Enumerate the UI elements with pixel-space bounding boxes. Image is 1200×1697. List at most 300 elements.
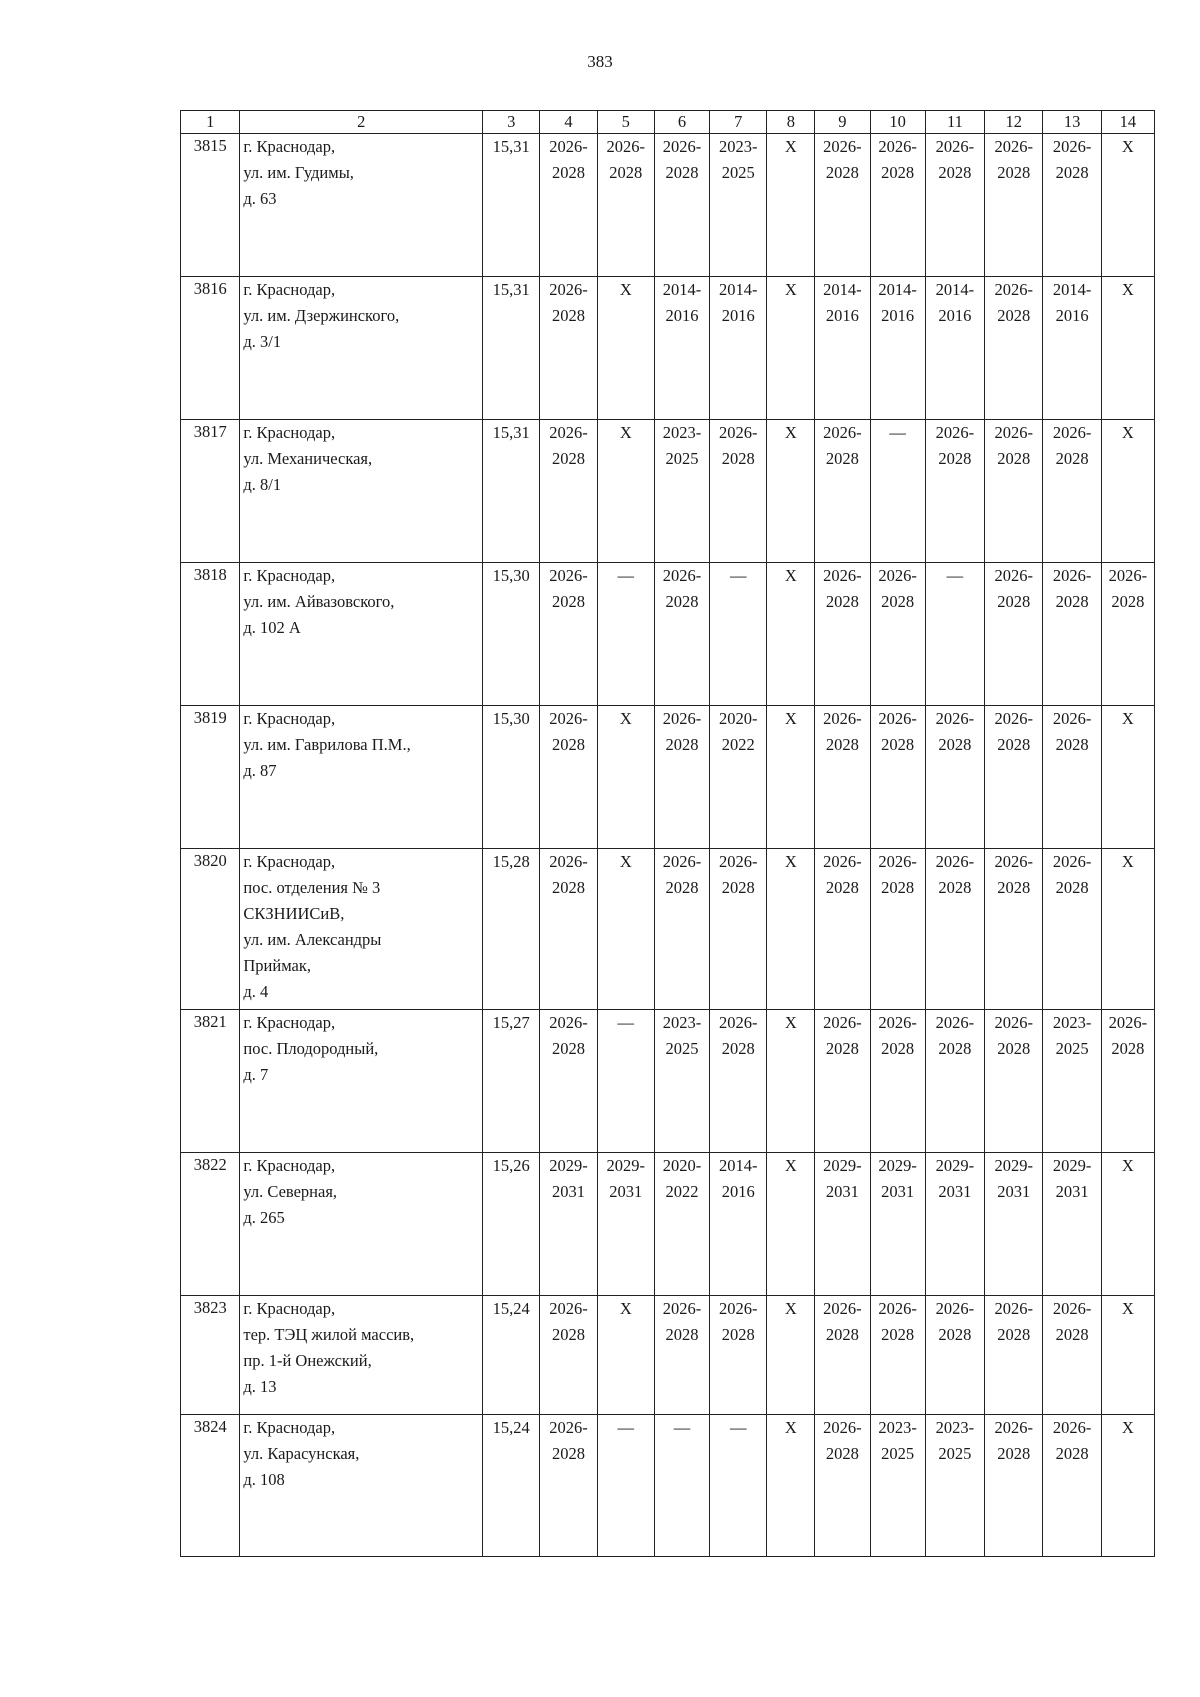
column-header: 11	[925, 111, 984, 134]
page-number: 383	[587, 52, 613, 71]
period-line: 2026-	[823, 1013, 862, 1032]
period-line: 2028	[825, 735, 859, 754]
period-line: 2028	[881, 163, 915, 182]
period-cell	[985, 706, 1043, 849]
period-cell	[654, 706, 709, 849]
period-cell	[540, 849, 597, 1010]
period-cell	[767, 1296, 815, 1415]
address-line: пос. отделения № 3	[243, 878, 381, 897]
period-cell	[870, 134, 925, 277]
address-line: д. 7	[243, 1065, 269, 1084]
row-number: 3819	[181, 706, 240, 849]
period-cell	[815, 277, 870, 420]
period-cell	[1101, 563, 1154, 706]
period-line: 2026-	[994, 709, 1033, 728]
period-line: X	[1121, 1418, 1134, 1437]
period-line: X	[619, 1299, 632, 1318]
period-cell	[654, 1296, 709, 1415]
period-line: X	[784, 1156, 797, 1175]
address-line: ул. Механическая,	[243, 449, 373, 468]
address-cell	[240, 277, 483, 420]
period-cell	[654, 420, 709, 563]
value-cell: 15,24	[483, 1415, 540, 1557]
row-number: 3824	[181, 1415, 240, 1557]
period-line: 2028	[552, 592, 585, 611]
period-line: 2014-	[878, 280, 917, 299]
period-line: 2028	[938, 878, 972, 897]
period-line: 2014-	[1052, 280, 1092, 299]
period-cell	[985, 1153, 1043, 1296]
period-cell	[1101, 1153, 1154, 1296]
column-header: 6	[654, 111, 709, 134]
period-line: 2026-	[719, 423, 758, 442]
address-line: г. Краснодар,	[243, 852, 336, 871]
period-cell	[870, 1010, 925, 1153]
period-line: 2023-	[935, 1418, 975, 1437]
period-cell	[597, 1415, 654, 1557]
period-cell	[540, 420, 597, 563]
period-line: 2026-	[662, 566, 702, 585]
period-cell	[925, 1010, 984, 1153]
period-cell	[815, 849, 870, 1010]
period-cell	[870, 706, 925, 849]
period-line: 2028	[552, 1039, 585, 1058]
period-cell	[540, 563, 597, 706]
value-cell: 15,31	[483, 420, 540, 563]
period-line: 2026-	[935, 852, 975, 871]
table-row	[181, 1415, 1155, 1557]
period-line: 2026-	[662, 1299, 702, 1318]
row-number: 3818	[181, 563, 240, 706]
period-line: 2016	[938, 306, 972, 325]
address-line: г. Краснодар,	[243, 423, 336, 442]
period-line: 2026-	[823, 423, 862, 442]
period-cell	[925, 1415, 984, 1557]
period-cell	[1101, 420, 1154, 563]
table-row	[181, 420, 1155, 563]
period-line: 2028	[825, 163, 859, 182]
period-line: 2028	[938, 1325, 972, 1344]
period-line: 2026-	[994, 1299, 1033, 1318]
address-line: д. 108	[243, 1470, 285, 1489]
row-number: 3821	[181, 1010, 240, 1153]
address-line: ул. им. Александры	[243, 930, 382, 949]
period-cell	[925, 1153, 984, 1296]
period-line: 2026-	[719, 1013, 758, 1032]
address-cell	[240, 1010, 483, 1153]
period-line: 2028	[825, 592, 859, 611]
period-line: 2028	[721, 449, 755, 468]
period-line: 2026-	[823, 137, 862, 156]
period-line: X	[784, 423, 797, 442]
period-cell	[654, 1415, 709, 1557]
period-line: 2026-	[823, 566, 862, 585]
period-line: 2031	[938, 1182, 972, 1201]
period-line: X	[784, 1418, 797, 1437]
period-cell	[710, 420, 767, 563]
table-row	[181, 706, 1155, 849]
period-cell	[540, 1010, 597, 1153]
period-line: 2026-	[994, 1418, 1033, 1437]
address-line: г. Краснодар,	[243, 1156, 336, 1175]
period-line: 2028	[1055, 592, 1089, 611]
period-line: X	[1121, 709, 1134, 728]
period-line: 2028	[825, 878, 859, 897]
period-line: 2028	[881, 592, 915, 611]
period-line: 2031	[881, 1182, 915, 1201]
header-row	[181, 111, 1155, 134]
period-cell	[540, 277, 597, 420]
address-line: д. 265	[243, 1208, 285, 1227]
period-line: 2016	[665, 306, 699, 325]
period-cell	[1101, 849, 1154, 1010]
period-line: 2028	[997, 878, 1031, 897]
period-line: 2028	[997, 1325, 1031, 1344]
period-cell	[710, 277, 767, 420]
period-line: X	[784, 709, 797, 728]
period-cell	[540, 1296, 597, 1415]
address-line: СКЗНИИСиВ,	[243, 904, 345, 923]
period-line: 2026-	[935, 423, 975, 442]
address-line: тер. ТЭЦ жилой массив,	[243, 1325, 415, 1344]
address-cell	[240, 1296, 483, 1415]
address-line: г. Краснодар,	[243, 709, 336, 728]
period-cell	[710, 706, 767, 849]
address-line: г. Краснодар,	[243, 1013, 336, 1032]
period-line: 2026-	[1052, 137, 1092, 156]
column-header: 3	[483, 111, 540, 134]
period-line: 2028	[552, 878, 585, 897]
period-line: 2025	[721, 163, 755, 182]
period-cell	[1101, 1296, 1154, 1415]
address-line: г. Краснодар,	[243, 1418, 336, 1437]
period-line: 2028	[997, 306, 1031, 325]
period-line: X	[784, 1299, 797, 1318]
period-line: 2028	[997, 163, 1031, 182]
period-line: 2026-	[662, 852, 702, 871]
period-line: 2028	[938, 735, 972, 754]
period-line: 2029-	[606, 1156, 646, 1175]
period-cell	[710, 1415, 767, 1557]
period-line: 2028	[938, 449, 972, 468]
period-line: 2023-	[878, 1418, 917, 1437]
period-line: X	[1121, 423, 1134, 442]
period-line: 2022	[721, 735, 755, 754]
period-line: 2031	[609, 1182, 643, 1201]
period-line: 2028	[665, 592, 699, 611]
address-line: ул. Северная,	[243, 1182, 338, 1201]
period-cell	[767, 420, 815, 563]
table-row	[181, 849, 1155, 1010]
period-cell	[597, 1010, 654, 1153]
period-cell	[985, 420, 1043, 563]
period-cell	[870, 1296, 925, 1415]
address-line: г. Краснодар,	[243, 566, 336, 585]
period-line: —	[673, 1418, 691, 1437]
period-line: 2025	[665, 1039, 699, 1058]
period-cell	[654, 849, 709, 1010]
period-line: 2026-	[662, 709, 702, 728]
period-cell	[985, 1296, 1043, 1415]
period-line: 2026-	[1052, 852, 1092, 871]
period-cell	[1101, 1010, 1154, 1153]
period-cell	[767, 706, 815, 849]
period-line: —	[730, 566, 747, 585]
period-cell	[710, 563, 767, 706]
period-line: 2028	[665, 735, 699, 754]
registry-table	[180, 110, 1155, 1557]
period-line: 2029-	[994, 1156, 1033, 1175]
period-line: 2028	[665, 1325, 699, 1344]
address-line: г. Краснодар,	[243, 280, 336, 299]
period-line: 2028	[881, 1325, 915, 1344]
period-line: 2028	[552, 306, 585, 325]
period-line: 2028	[609, 163, 643, 182]
period-line: X	[1121, 852, 1134, 871]
period-line: 2026-	[878, 852, 917, 871]
period-cell	[597, 706, 654, 849]
period-cell	[925, 849, 984, 1010]
period-cell	[540, 134, 597, 277]
period-line: 2026-	[878, 566, 917, 585]
period-cell	[985, 1415, 1043, 1557]
period-cell	[985, 134, 1043, 277]
table-row	[181, 1296, 1155, 1415]
column-header: 14	[1101, 111, 1154, 134]
period-cell	[870, 1415, 925, 1557]
value-cell: 15,27	[483, 1010, 540, 1153]
period-line: 2028	[552, 449, 585, 468]
period-line: 2028	[665, 878, 699, 897]
period-line: 2026-	[823, 709, 862, 728]
period-line: 2026-	[606, 137, 646, 156]
period-cell	[710, 1010, 767, 1153]
period-line: 2028	[665, 163, 699, 182]
period-line: 2026-	[549, 280, 588, 299]
period-line: 2020-	[662, 1156, 702, 1175]
column-header: 13	[1043, 111, 1101, 134]
period-cell	[767, 134, 815, 277]
period-line: 2028	[1055, 1444, 1089, 1463]
period-line: 2020-	[719, 709, 758, 728]
period-cell	[597, 134, 654, 277]
period-cell	[815, 1153, 870, 1296]
period-cell	[767, 849, 815, 1010]
period-line: 2023-	[1052, 1013, 1092, 1032]
column-header: 7	[710, 111, 767, 134]
period-line: 2028	[721, 1039, 755, 1058]
period-line: 2022	[665, 1182, 699, 1201]
period-line: 2028	[997, 1444, 1031, 1463]
table-row	[181, 563, 1155, 706]
period-line: 2026-	[549, 1418, 588, 1437]
period-cell	[654, 563, 709, 706]
period-line: 2026-	[935, 137, 975, 156]
row-number: 3817	[181, 420, 240, 563]
period-cell	[925, 420, 984, 563]
period-line: 2026-	[878, 1013, 917, 1032]
period-cell	[870, 1153, 925, 1296]
period-cell	[1043, 420, 1101, 563]
period-line: 2028	[1055, 163, 1089, 182]
period-line: 2031	[997, 1182, 1031, 1201]
period-line: 2031	[825, 1182, 859, 1201]
address-line: д. 4	[243, 982, 269, 1001]
column-header: 12	[985, 111, 1043, 134]
table-row	[181, 134, 1155, 277]
address-line: д. 8/1	[243, 475, 282, 494]
address-cell	[240, 134, 483, 277]
period-line: —	[617, 1013, 635, 1032]
period-line: 2031	[552, 1182, 585, 1201]
period-cell	[870, 849, 925, 1010]
period-line: 2026-	[823, 1299, 862, 1318]
period-line: 2028	[881, 878, 915, 897]
period-line: 2026-	[994, 280, 1033, 299]
period-cell	[710, 849, 767, 1010]
period-line: 2026-	[1052, 1418, 1092, 1437]
period-line: 2028	[997, 592, 1031, 611]
column-header: 2	[240, 111, 483, 134]
address-line: ул. Карасунская,	[243, 1444, 360, 1463]
value-cell: 15,28	[483, 849, 540, 1010]
period-line: 2026-	[549, 709, 588, 728]
period-cell	[925, 563, 984, 706]
address-cell	[240, 706, 483, 849]
period-line: 2025	[881, 1444, 915, 1463]
period-line: 2026-	[823, 852, 862, 871]
period-cell	[815, 1415, 870, 1557]
row-number: 3815	[181, 134, 240, 277]
period-line: 2016	[721, 306, 755, 325]
period-line: 2028	[997, 735, 1031, 754]
address-cell	[240, 1415, 483, 1557]
period-cell	[1043, 1296, 1101, 1415]
period-line: 2026-	[994, 423, 1033, 442]
period-line: 2028	[938, 163, 972, 182]
period-cell	[1101, 1415, 1154, 1557]
period-cell	[815, 1010, 870, 1153]
period-cell	[925, 277, 984, 420]
period-line: 2028	[1111, 592, 1145, 611]
value-cell: 15,31	[483, 277, 540, 420]
period-line: 2026-	[1052, 709, 1092, 728]
period-line: 2029-	[549, 1156, 588, 1175]
period-line: 2028	[1055, 1325, 1089, 1344]
period-line: 2014-	[662, 280, 702, 299]
address-line: г. Краснодар,	[243, 137, 336, 156]
column-header: 9	[815, 111, 870, 134]
address-line: д. 102 А	[243, 618, 301, 637]
table-row	[181, 277, 1155, 420]
period-cell	[815, 134, 870, 277]
period-cell	[710, 1296, 767, 1415]
address-cell	[240, 420, 483, 563]
period-cell	[710, 1153, 767, 1296]
period-line: —	[889, 423, 906, 442]
period-line: 2016	[825, 306, 859, 325]
table-row	[181, 1010, 1155, 1153]
period-cell	[815, 706, 870, 849]
column-header: 4	[540, 111, 597, 134]
period-cell	[985, 277, 1043, 420]
period-line: X	[784, 566, 797, 585]
period-line: 2026-	[823, 1418, 862, 1437]
period-line: 2025	[1055, 1039, 1089, 1058]
period-line: X	[619, 852, 632, 871]
period-line: 2026-	[549, 566, 588, 585]
address-line: д. 13	[243, 1377, 277, 1396]
period-line: 2028	[1055, 878, 1089, 897]
period-line: 2023-	[662, 1013, 702, 1032]
period-cell	[815, 563, 870, 706]
period-cell	[985, 1010, 1043, 1153]
period-cell	[985, 563, 1043, 706]
period-line: X	[1121, 137, 1134, 156]
period-line: 2026-	[1108, 566, 1148, 585]
period-line: X	[619, 280, 632, 299]
period-line: 2028	[881, 1039, 915, 1058]
period-line: 2023-	[719, 137, 758, 156]
period-line: 2028	[552, 1325, 585, 1344]
period-cell	[767, 563, 815, 706]
period-cell	[540, 706, 597, 849]
period-line: 2014-	[719, 280, 758, 299]
column-header: 1	[181, 111, 240, 134]
period-line: 2014-	[823, 280, 862, 299]
period-line: 2026-	[549, 852, 588, 871]
period-cell	[925, 1296, 984, 1415]
value-cell: 15,30	[483, 706, 540, 849]
period-line: 2026-	[549, 1013, 588, 1032]
period-line: 2016	[881, 306, 915, 325]
period-line: 2026-	[1052, 423, 1092, 442]
period-cell	[1043, 1010, 1101, 1153]
period-line: 2029-	[823, 1156, 862, 1175]
column-header: 5	[597, 111, 654, 134]
address-cell	[240, 849, 483, 1010]
period-cell	[597, 420, 654, 563]
period-cell	[1043, 1415, 1101, 1557]
period-line: 2029-	[878, 1156, 917, 1175]
period-line: 2028	[721, 1325, 755, 1344]
period-line: 2025	[938, 1444, 972, 1463]
period-cell	[1101, 706, 1154, 849]
period-line: 2026-	[1052, 566, 1092, 585]
period-line: 2028	[552, 163, 585, 182]
period-line: X	[619, 709, 632, 728]
address-line: д. 87	[243, 761, 277, 780]
period-cell	[1101, 134, 1154, 277]
period-line: 2026-	[935, 709, 975, 728]
period-cell	[767, 277, 815, 420]
column-header: 10	[870, 111, 925, 134]
period-cell	[1043, 706, 1101, 849]
address-line: пос. Плодородный,	[243, 1039, 379, 1058]
column-header: 8	[767, 111, 815, 134]
period-cell	[654, 1153, 709, 1296]
period-cell	[1043, 1153, 1101, 1296]
period-line: 2026-	[719, 1299, 758, 1318]
address-line: д. 3/1	[243, 332, 282, 351]
period-line: 2028	[997, 1039, 1031, 1058]
period-line: 2026-	[935, 1013, 975, 1032]
row-number: 3816	[181, 277, 240, 420]
period-cell	[540, 1153, 597, 1296]
period-line: X	[1121, 1156, 1134, 1175]
period-cell	[1043, 277, 1101, 420]
period-line: 2029-	[935, 1156, 975, 1175]
